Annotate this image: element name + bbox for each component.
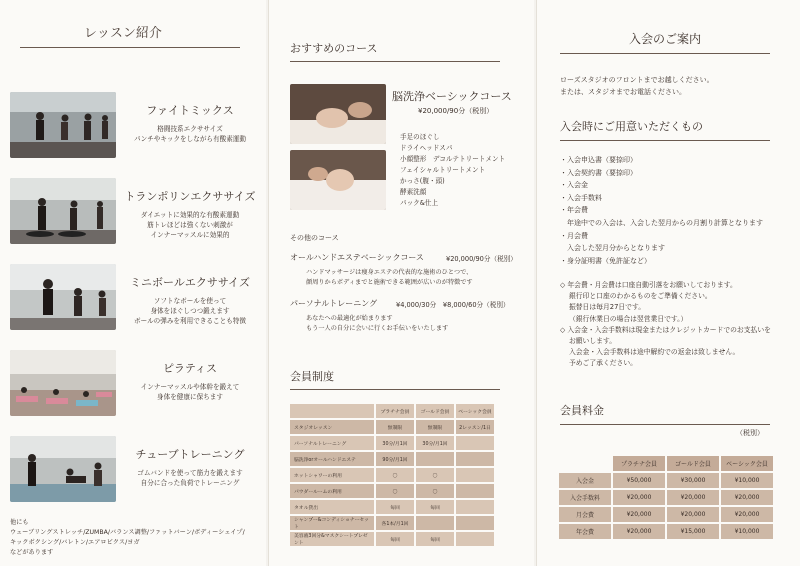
other-courses-label: その他のコース (290, 234, 339, 242)
table-row: プラチナ会員 ゴールド会員 ベーシック会員 (559, 456, 773, 471)
other-course-price: ¥4,000/30分 ¥8,000/60分（税別） (396, 301, 510, 309)
payment-notes: ◇ 年会費・月会費は口座自動引落をお願いしております。 銀行印と口座のわかるものをご準備ください。 振替日は毎月27日です。 （銀行休業日の場合は翌営業日です。） ◇ 入会金・入会手数料は現金またはクレジットカードでのお支払いを お願いします。 入会金・入会手数料は途中解約での返金は致しません。 予めご了承ください。 (560, 281, 771, 368)
prep-title-block (560, 118, 770, 141)
table-row: パーソナルトレーニング 30分/月1回 30分/月1回 (290, 436, 494, 450)
fee-tax-note: （税別） (736, 429, 764, 437)
prep-list: ・入会申込書（要捺印） ・入会契約書（要捺印） ・入会金 ・入会手数料 ・年会費 年途中での入会は、入会した翌月からの月割り計算となります ・月会費 入会した翌月分からとなります ・身分証明書（免許証など） (560, 156, 763, 265)
fightmix-photo (10, 92, 116, 158)
tube-training-photo (10, 436, 116, 502)
lesson-name: チューブトレーニング (135, 448, 245, 461)
table-row: 入会手数料 ¥20,000 ¥20,000 ¥20,000 (559, 490, 773, 505)
other-course-desc: あなたへの最適化が始まります もう一人の自分に会いに行くお手伝いをいたします (306, 315, 449, 332)
table-row: 脳洗浄orオールハンドエステ 90分/月1回 (290, 452, 494, 466)
lesson-name: ミニボールエクササイズ (130, 276, 250, 289)
trampoline-photo (10, 178, 116, 244)
divider (560, 53, 770, 54)
table-row: 月会費 ¥20,000 ¥20,000 ¥20,000 (559, 507, 773, 522)
other-course-price: ¥20,000/90分（税別） (446, 255, 517, 263)
membership-table (288, 402, 496, 548)
course-menu: 手足のほぐし ドライヘッドスパ 小顔整形 デコルテトリートメント フェイシャルトリートメント かっさ(腹・頭) 酵素洗顔 パック&仕上 (400, 133, 506, 207)
miniball-photo (10, 264, 116, 330)
other-course-name: オールハンドエステベーシックコース (290, 253, 424, 262)
membership-title: 会員制度 (290, 370, 334, 383)
divider (560, 140, 770, 141)
other-lessons: 他にも ウェーブリングストレッチ/ZUMBA/バランス調整/ファットバーン/ボディーシェイプ/ キックボクシング/バレトン/エアロビクス/ヨガ などがあります (10, 519, 245, 556)
prep-title: 入会時にご用意いただくもの (560, 120, 703, 133)
lesson-name: ファイトミックス (146, 104, 234, 117)
pilates-photo (10, 350, 116, 416)
lesson-desc: インナーマッスルや体幹を鍛えて 身体を健康に保ちます (140, 383, 240, 401)
table-row: 美容液3回分&マスクシートプレゼント 毎回 毎回 (290, 532, 494, 546)
facial-photo-1 (290, 84, 386, 144)
table-row: 入会金 ¥50,000 ¥30,000 ¥10,000 (559, 473, 773, 488)
fee-title: 会員料金 (560, 404, 604, 417)
main-course-name: 脳洗浄ベーシックコース (392, 90, 512, 103)
divider (560, 424, 770, 425)
divider (290, 389, 500, 390)
table-row: パウダールームの利用 〇 〇 (290, 484, 494, 498)
fee-title-block (560, 402, 770, 425)
table-row: ホットシャワーの利用 〇 〇 (290, 468, 494, 482)
enrollment-title: 入会のご案内 (628, 32, 701, 46)
lesson-desc: ダイエットに効果的な有酸素運動 筋トレほどは強くない刺激が インナーマッスルに効果的 (140, 211, 240, 239)
table-row: タオル貸出 毎回 毎回 (290, 500, 494, 514)
other-course-name: パーソナルトレーニング (290, 299, 378, 308)
lesson-name: トランポリンエクササイズ (124, 190, 256, 203)
divider (290, 61, 500, 62)
lesson-name: ピラティス (162, 362, 218, 375)
lesson-desc: ソフトなボールを使って 身体をほぐしつつ鍛えます ボールの弾みを利用できることも特徴 (134, 297, 246, 325)
lessons-title-block (20, 22, 240, 48)
other-course-desc: ハンドマッサージは痩身エステの代表的な施術のひとつで、 顔周りからボディまでと施術できる範囲が広いのが特徴です (306, 269, 473, 286)
recommended-title: おすすめのコース (290, 42, 378, 55)
lesson-desc: ゴムバンドを使って筋力を鍛えます 自分に合った負荷でトレーニング (137, 469, 243, 487)
table-row: 年会費 ¥20,000 ¥15,000 ¥10,000 (559, 524, 773, 539)
recommended-title-block (290, 40, 500, 62)
divider (20, 47, 240, 48)
table-row: プラチナ会員 ゴールド会員 ベーシック会員 (290, 404, 494, 418)
enrollment-intro: ローズスタジオのフロントまでお越しください。 または、スタジオまでお電話ください。 (560, 76, 714, 96)
enrollment-title-block (560, 30, 770, 54)
table-row: シャンプー&コンディショナーセット 各1本/月1回 (290, 516, 494, 530)
fee-table (557, 454, 775, 541)
lesson-desc: 格闘技系エクササイズ パンチやキックをしながら有酸素運動 (134, 125, 246, 143)
lessons-title: レッスン紹介 (84, 26, 162, 41)
main-course-price: ¥20,000/90分（税別） (418, 107, 494, 115)
membership-title-block (290, 368, 500, 390)
facial-photo-2 (290, 150, 386, 210)
table-row: スタジオレッスン 無制限 無制限 2レッスン/1日 (290, 420, 494, 434)
